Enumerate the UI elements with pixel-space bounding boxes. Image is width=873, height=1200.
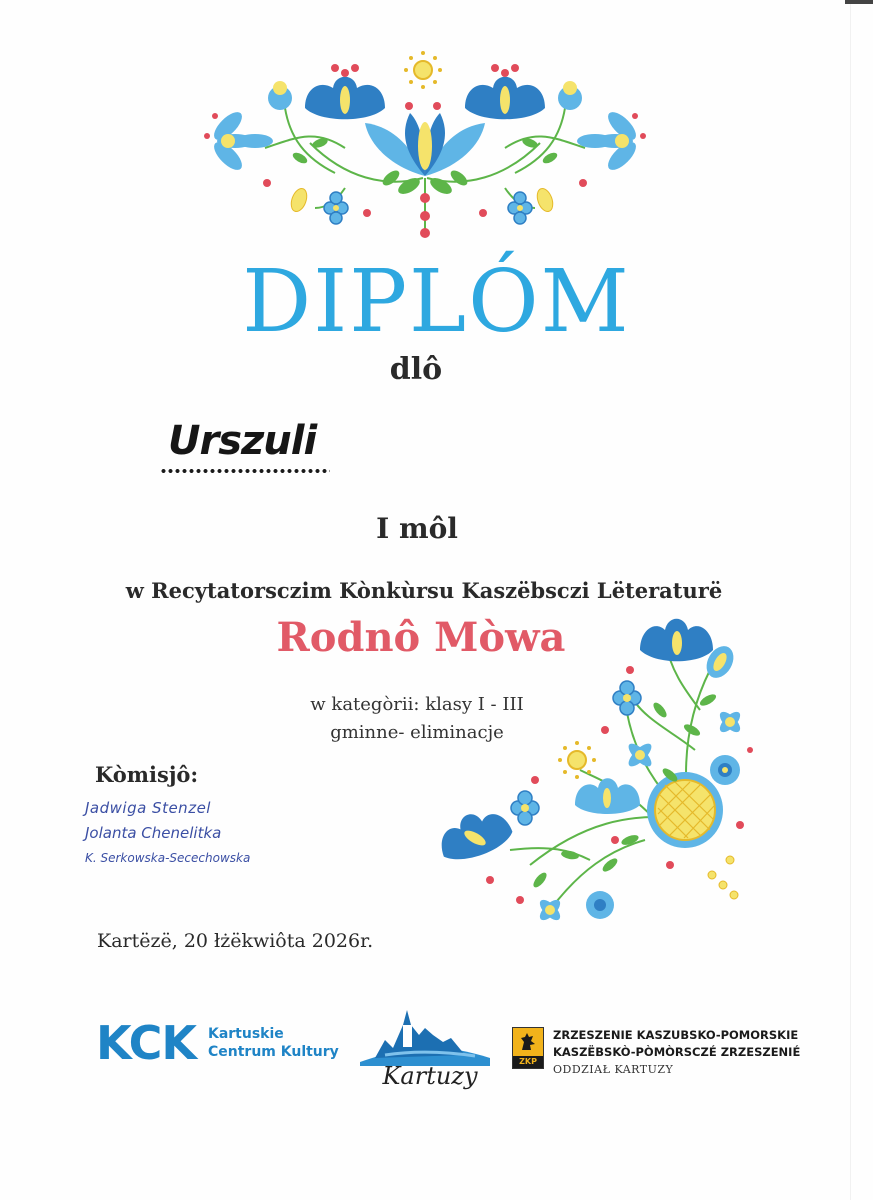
kck-mark: KCK [96, 1016, 196, 1070]
kartuzy-logo [355, 1000, 495, 1110]
scan-edge-mark [845, 0, 873, 4]
zkp-badge-letters: ZKP [513, 1056, 543, 1068]
recipient-name: Urszuli [168, 418, 317, 464]
kck-logo [96, 1016, 339, 1070]
zkp-line-1: ZRZESZENIE KASZUBSKO-POMORSKIE [553, 1028, 799, 1042]
zkp-line-2: KASZËBSKÒ-PÒMÒRSCZÉ ZRZESZENIÉ [553, 1045, 801, 1059]
kck-text [208, 1025, 339, 1061]
diploma-title: DIPLÓM [242, 252, 631, 352]
zkp-line-3: ODDZIAŁ KARTUZY [553, 1063, 674, 1076]
kck-line-1: Kartuskie [207, 1026, 284, 1042]
scan-edge-line [850, 0, 851, 1200]
award-place: I môl [376, 512, 458, 545]
date-line: Kartëzë, 20 łżëkwiôta 2026r. [97, 930, 374, 952]
griffin-icon [519, 1032, 537, 1052]
kartuzy-script: Kartuzy [382, 1062, 478, 1090]
recipient-dotted-line [160, 468, 330, 474]
dedication-word: dlô [389, 352, 443, 387]
zkp-text [553, 1027, 800, 1078]
signature-2: Jolanta Chenelitka [85, 824, 222, 842]
top-floral-ornament [195, 48, 655, 243]
contest-title: Rodnô Mòwa [276, 614, 566, 661]
signatures-block [85, 796, 315, 871]
category-line: w kategòrii: klasy I - III [310, 694, 524, 715]
zkp-logo [512, 1027, 800, 1078]
signature-1: Jadwiga Stenzel [85, 799, 211, 817]
signature-3: K. Serkowska-Secechowska [85, 851, 251, 865]
kck-line-2: Centrum Kultury [207, 1044, 339, 1060]
kartuzy-emblem-icon [355, 1000, 495, 1070]
competition-name: w Recytatorsczim Kònkùrsu Kaszëbsczi Lëteraturë [125, 578, 723, 603]
stage-line: gminne- eliminacje [330, 722, 504, 743]
zkp-badge [512, 1027, 544, 1069]
commission-label: Kòmisjô: [95, 762, 199, 787]
corner-floral-ornament [430, 610, 760, 930]
